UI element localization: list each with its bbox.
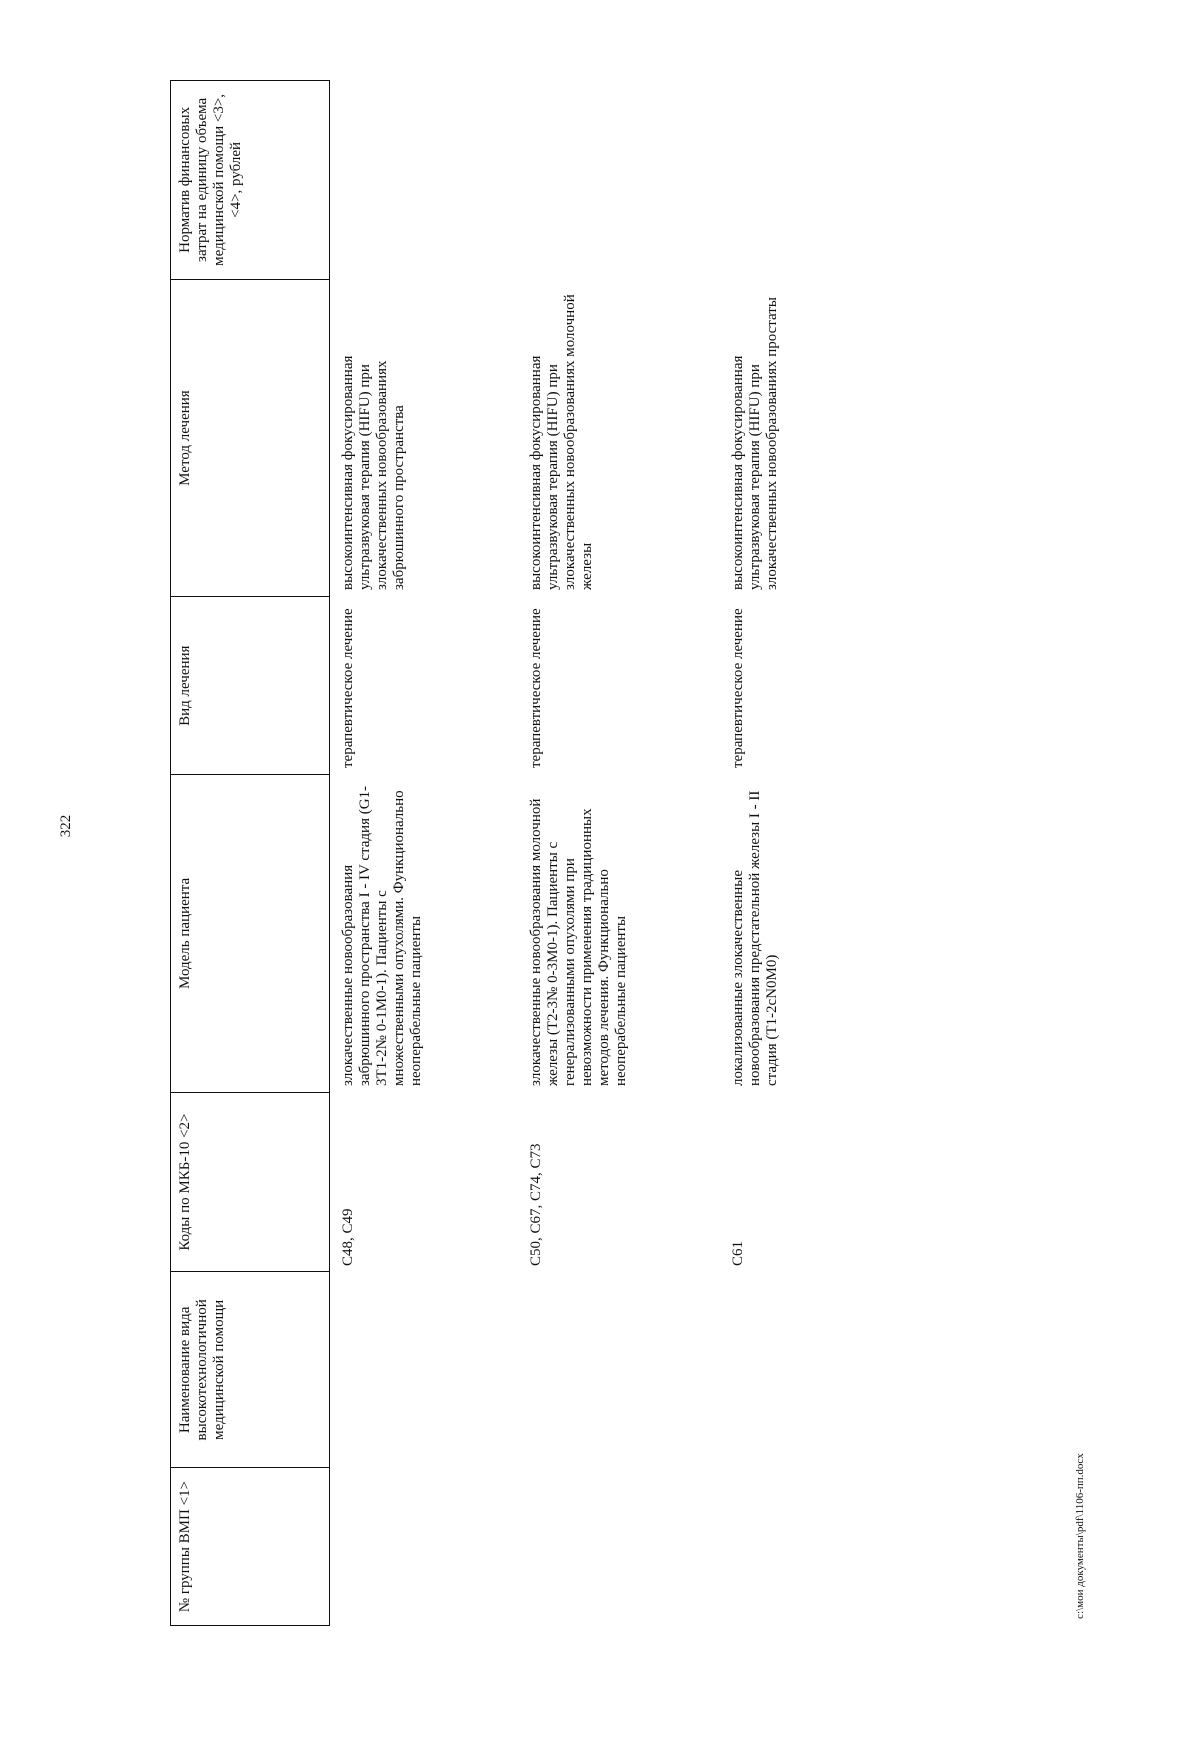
header-treatment-type: Вид лечения [171, 596, 329, 774]
cell-norm [528, 80, 630, 278]
cell-model: злокачественные новообразования молочной железы (T2-3№ 0-3M0-1). Пациенты с генерализованными опухолями при невозможности применения традиционных методов лечения. Функционально неоперабельные пациенты [528, 798, 629, 1086]
cell-group [340, 1468, 425, 1626]
cell-treatment-type: терапевтическое лечение [730, 608, 746, 768]
rotated-table-sheet [170, 80, 1000, 1626]
cell-name [528, 1272, 630, 1468]
cell-method: высокоинтенсивная фокусированная ультразвуковая терапия (HIFU) при злокачественных новообразованиях простаты [730, 297, 780, 590]
header-icd-codes: Коды по МКБ-10 <2> [171, 1092, 329, 1272]
cell-norm [730, 80, 781, 278]
header-group-number: № группы ВМП <1> [171, 1467, 329, 1625]
header-care-type-name: Наименование вида высокотехнологичной медицинской помощи [171, 1271, 329, 1467]
header-cost-norm: Норматив финансовых затрат на единицу объема медицинской помощи <3>, <4>, рублей [177, 93, 244, 266]
cell-treatment-type: терапевтическое лечение [340, 608, 356, 768]
footer-file-path: c:\мои документы\pdf\1106-пп.docx [1074, 1453, 1086, 1619]
table-row [730, 80, 781, 1626]
header-patient-model: Модель пациента [171, 774, 329, 1092]
header-treatment-method: Метод лечения [171, 279, 329, 597]
page-number: 322 [58, 814, 74, 838]
cell-codes: С50, С67, С74, С73 [528, 1143, 544, 1266]
table-header-row [170, 80, 330, 1626]
cell-model: локализованные злокачественные новообразования предстательной железы I - II стадия (T1-2cN0M0) [730, 790, 780, 1086]
cell-group [730, 1468, 781, 1626]
cell-group [528, 1468, 630, 1626]
cell-method: высокоинтенсивная фокусированная ультразвуковая терапия (HIFU) при злокачественных новообразованиях забрюшинного пространства [340, 355, 407, 590]
cell-name [340, 1272, 425, 1468]
cell-model: злокачественные новообразования забрюшинного пространства I - IV стадия (G1-3T1-2№ 0-1M0-1). Пациенты с множественными опухолями. Функционально неоперабельные пациенты [340, 785, 424, 1086]
cell-norm [340, 80, 425, 278]
cell-codes: С61 [730, 1240, 746, 1266]
cell-method: высокоинтенсивная фокусированная ультразвуковая терапия (HIFU) при злокачественных новообразованиях молочной железы [528, 294, 595, 590]
cell-name [730, 1272, 781, 1468]
table-row [528, 80, 630, 1626]
cell-treatment-type: терапевтическое лечение [528, 608, 544, 768]
cell-codes: С48, С49 [340, 1208, 356, 1266]
table-row [340, 80, 425, 1626]
